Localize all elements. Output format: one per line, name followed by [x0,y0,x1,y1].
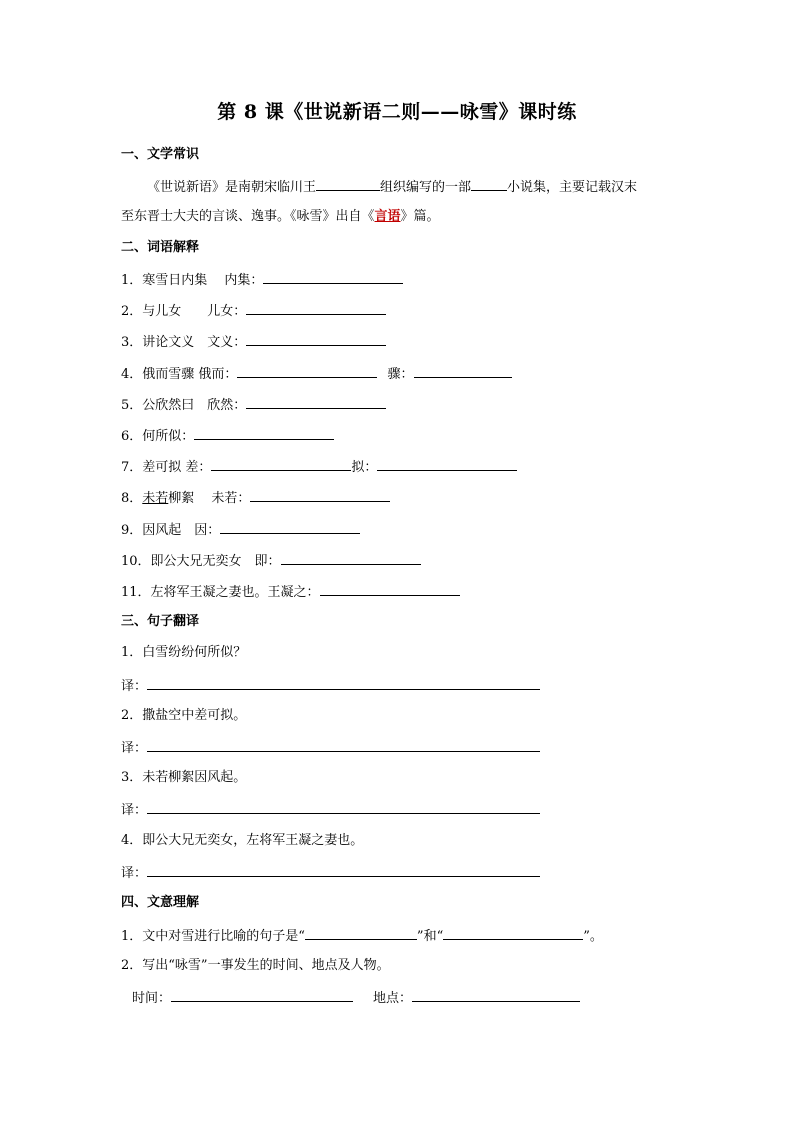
text-segment: 小说集，主要记载汉末 [507,180,638,195]
question-text: ”。 [583,929,603,944]
answer-blank[interactable] [246,332,386,346]
answer-blank[interactable] [263,270,403,284]
translation-label: 译： [121,866,148,881]
answer-blank[interactable] [220,520,360,534]
translation-label: 译： [121,679,148,694]
vocab-item [121,582,460,602]
page-title: 第 8 课《世说新语二则——咏雪》课时练 [217,101,577,123]
translation-answer-line [121,676,540,696]
vocab-item [121,301,386,321]
vocab-label: 4．俄而雪骤 俄而： [121,367,238,382]
vocab-label: 2．与儿女 儿女： [121,304,247,319]
vocab-item [121,364,512,384]
vocab-label: 1．寒雪日内集 内集： [121,273,264,288]
vocab-item [121,395,386,415]
answer-blank[interactable] [237,364,377,378]
vocab-label: 6．何所似： [121,429,195,444]
literature-paragraph-line-1 [147,177,637,197]
answer-blank[interactable] [147,863,540,877]
answer-blank[interactable] [250,488,390,502]
text-segment: 《世说新语》是南朝宋临川王 [147,180,317,195]
vocab-label: 骤： [383,367,414,382]
translation-answer-line [121,863,540,883]
answer-blank[interactable] [246,301,386,315]
time-answer-blank[interactable] [171,988,353,1002]
translation-answer-line [121,800,540,820]
answer-blank[interactable] [377,457,517,471]
place-answer-blank[interactable] [412,988,580,1002]
answer-blank[interactable] [246,395,386,409]
vocab-label: 柳絮 未若： [168,491,251,506]
answer-blank[interactable] [211,457,351,471]
translation-question: 2．撒盐空中差可拟。 [121,708,247,723]
literature-paragraph-line-2 [121,208,440,226]
vocab-label: 5．公欣然曰 欣然： [121,398,247,413]
section-heading-vocabulary: 二、词语解释 [121,240,200,255]
text-segment: 》篇。 [400,209,440,224]
answer-blank[interactable] [320,582,460,596]
vocab-label: 9．因风起 因： [121,523,221,538]
translation-question: 3．未若柳絮因风起。 [121,770,247,785]
answer-blank[interactable] [471,177,507,191]
translation-answer-line [121,738,540,758]
comprehension-question-2: 2．写出“咏雪”一事发生的时间、地点及人物。 [121,958,390,973]
vocab-label: 7．差可拟 差： [121,460,212,475]
question-text: ”和“ [416,929,444,944]
answer-blank[interactable] [305,926,417,940]
translation-question: 1．白雪纷纷何所似？ [121,645,247,660]
vocab-item [121,457,517,477]
comprehension-question-1 [121,926,603,946]
section-heading-literature: 一、文学常识 [121,147,200,162]
vocab-number: 8． [121,491,143,506]
answer-blank[interactable] [147,676,540,690]
answer-blank[interactable] [414,364,512,378]
text-segment: 至东晋士大夫的言谈、逸事。《咏雪》出自《 [121,209,375,224]
time-place-answer-line [132,988,580,1008]
vocab-item [121,426,334,446]
answer-blank[interactable] [443,926,583,940]
vocab-label: 3．讲论文义 文义： [121,335,247,350]
answer-blank[interactable] [194,426,334,440]
translation-label: 译： [121,803,148,818]
vocab-item [121,270,403,290]
vocab-item [121,488,390,508]
vocab-label: 拟： [351,460,378,475]
place-label: 地点： [373,991,413,1006]
section-heading-comprehension: 四、文意理解 [121,895,200,910]
answer-blank[interactable] [316,177,380,191]
vocab-item [121,551,421,571]
section-heading-translation: 三、句子翻译 [121,614,200,629]
vocab-item [121,332,386,352]
chapter-link[interactable]: 言语 [374,209,401,224]
vocab-label: 10．即公大兄无奕女 即： [121,554,281,569]
vocab-label: 11．左将军王凝之妻也。王凝之： [121,585,320,600]
translation-question: 4．即公大兄无奕女，左将军王凝之妻也。 [121,833,364,848]
answer-blank[interactable] [147,800,540,814]
vocab-item [121,520,360,540]
question-text: 1．文中对雪进行比喻的句子是“ [121,929,305,944]
text-segment: 组织编写的一部 [380,180,472,195]
translation-label: 译： [121,741,148,756]
time-label: 时间： [132,991,172,1006]
answer-blank[interactable] [281,551,421,565]
answer-blank[interactable] [147,738,540,752]
underlined-word: 未若 [142,491,169,506]
